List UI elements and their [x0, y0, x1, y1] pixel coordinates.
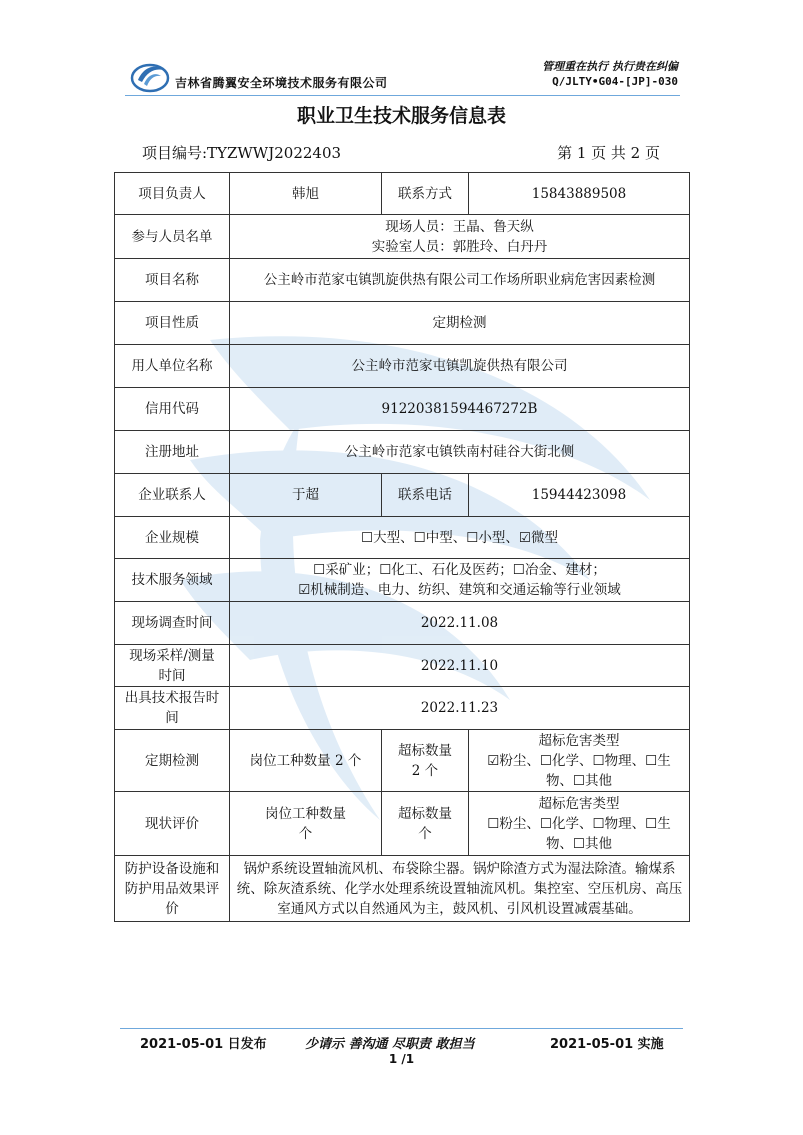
row-label: 用人单位名称: [115, 345, 230, 388]
page-indicator: 第 1 页 共 2 页: [557, 144, 660, 162]
header-motto: 管理重在执行 执行贵在纠偏: [542, 60, 678, 73]
header-divider: [125, 95, 680, 96]
participants-cell: [230, 215, 690, 259]
table-row: [115, 645, 690, 687]
service-field-cell: [230, 559, 690, 602]
table-row: [115, 173, 690, 215]
effective-date: 2021-05-01 实施: [550, 1037, 664, 1052]
table-row: [115, 302, 690, 345]
report-date: 2022.11.23: [230, 687, 690, 730]
table-row: [115, 602, 690, 645]
periodic-posts: 岗位工种数量 2 个: [230, 730, 382, 792]
table-row: [115, 856, 690, 922]
posts-label: 岗位工种数量: [265, 805, 346, 822]
company-phone: 15944423098: [469, 474, 690, 517]
hazard-options: 物、☐其他: [545, 772, 613, 789]
row-label: 联系方式: [382, 173, 469, 215]
hazard-options: ☑粉尘、☐化学、☐物理、☐生: [487, 752, 671, 769]
document-code: Q/JLTY•G04-[JP]-030: [552, 75, 678, 88]
status-posts-cell: [230, 792, 382, 856]
exceed-count: 2 个: [411, 762, 439, 779]
periodic-exceed-cell: [382, 730, 469, 792]
row-label-line: 间: [165, 710, 179, 726]
row-label: 信用代码: [115, 388, 230, 431]
info-table: [114, 172, 690, 922]
registered-address: 公主岭市范家屯镇铁南村硅谷大街北侧: [230, 431, 690, 474]
page-title: 职业卫生技术服务信息表: [296, 105, 506, 127]
row-label: 项目负责人: [115, 173, 230, 215]
status-exceed-cell: [382, 792, 469, 856]
row-label: 联系电话: [382, 474, 469, 517]
project-name: 公主岭市范家屯镇凯旋供热有限公司工作场所职业病危害因素检测: [230, 259, 690, 302]
table-row: [115, 474, 690, 517]
status-hazard-cell: [469, 792, 690, 856]
hazard-options: ☐粉尘、☐化学、☐物理、☐生: [487, 815, 671, 832]
table-row: [115, 215, 690, 259]
row-label: 企业联系人: [115, 474, 230, 517]
service-field-line: ☐采矿业；☐化工、石化及医药；☐冶金、建材；: [313, 562, 606, 578]
page-header: [125, 52, 680, 98]
project-nature: 定期检测: [230, 302, 690, 345]
row-label-line: 出具技术报告时: [124, 690, 220, 706]
survey-date: 2022.11.08: [230, 602, 690, 645]
row-label: 项目性质: [115, 302, 230, 345]
table-row: [115, 517, 690, 559]
sampling-date: 2022.11.10: [230, 645, 690, 687]
participants-onsite: 现场人员：王晶、鲁天纵: [385, 218, 534, 235]
row-label-line: 防护用品效果评: [124, 880, 220, 897]
project-number: 项目编号:TYZWWJ2022403: [142, 144, 342, 162]
company-contact: 于超: [230, 474, 382, 517]
row-label: 参与人员名单: [115, 215, 230, 259]
footer-page-number: 1 /1: [388, 1052, 415, 1066]
row-label: 现场调查时间: [115, 602, 230, 645]
company-logo-icon: [130, 58, 170, 94]
row-label-line: 防护设备设施和: [124, 860, 220, 877]
table-row: [115, 259, 690, 302]
row-label: [115, 687, 230, 730]
footer-slogan: 少请示 善沟通 尽职责 敢担当: [305, 1037, 475, 1052]
hazard-options: 物、☐其他: [545, 835, 613, 852]
row-label: 技术服务领域: [115, 559, 230, 602]
row-label: 企业规模: [115, 517, 230, 559]
row-label: [115, 645, 230, 687]
company-scale: ☐大型、☐中型、☐小型、☑微型: [230, 517, 690, 559]
row-label: 项目名称: [115, 259, 230, 302]
table-row: [115, 687, 690, 730]
exceed-label: 超标数量: [398, 742, 452, 759]
row-label: 定期检测: [115, 730, 230, 792]
exceed-count: 个: [418, 825, 432, 842]
hazard-title: 超标危害类型: [538, 732, 620, 749]
periodic-hazard-cell: [469, 730, 690, 792]
company-name: 吉林省腾翼安全环境技术服务有限公司: [175, 76, 388, 90]
hazard-title: 超标危害类型: [538, 795, 620, 812]
row-label: [115, 856, 230, 922]
contact-phone: 15843889508: [469, 173, 690, 215]
credit-code: 91220381594467272B: [230, 388, 690, 431]
exceed-label: 超标数量: [398, 805, 452, 822]
table-row: [115, 559, 690, 602]
row-label-line: 现场采样/测量: [129, 647, 215, 664]
table-row: [115, 431, 690, 474]
project-leader: 韩旭: [230, 173, 382, 215]
table-row: [115, 345, 690, 388]
issue-date: 2021-05-01 日发布: [140, 1037, 267, 1052]
footer-divider: [120, 1028, 683, 1029]
table-row: [115, 388, 690, 431]
row-label-line: 时间: [158, 667, 186, 684]
service-field-line: ☑机械制造、电力、纺织、建筑和交通运输等行业领域: [298, 582, 621, 598]
protection-evaluation: 锅炉系统设置轴流风机、布袋除尘器。锅炉除渣方式为湿法除渣。输煤系统、除灰渣系统、化学水处理系统设置轴流风机。集控室、空压机房、高压室通风方式以自然通风为主，鼓风机、引风机设置减震基础。: [230, 856, 690, 922]
row-label: 现状评价: [115, 792, 230, 856]
posts-count: 个: [298, 825, 313, 842]
table-row: [115, 730, 690, 792]
row-label: 注册地址: [115, 431, 230, 474]
participants-lab: 实验室人员：郭胜玲、白丹丹: [371, 238, 548, 255]
employer-name: 公主岭市范家屯镇凯旋供热有限公司: [230, 345, 690, 388]
table-row: [115, 792, 690, 856]
row-label-line: 价: [165, 900, 179, 917]
